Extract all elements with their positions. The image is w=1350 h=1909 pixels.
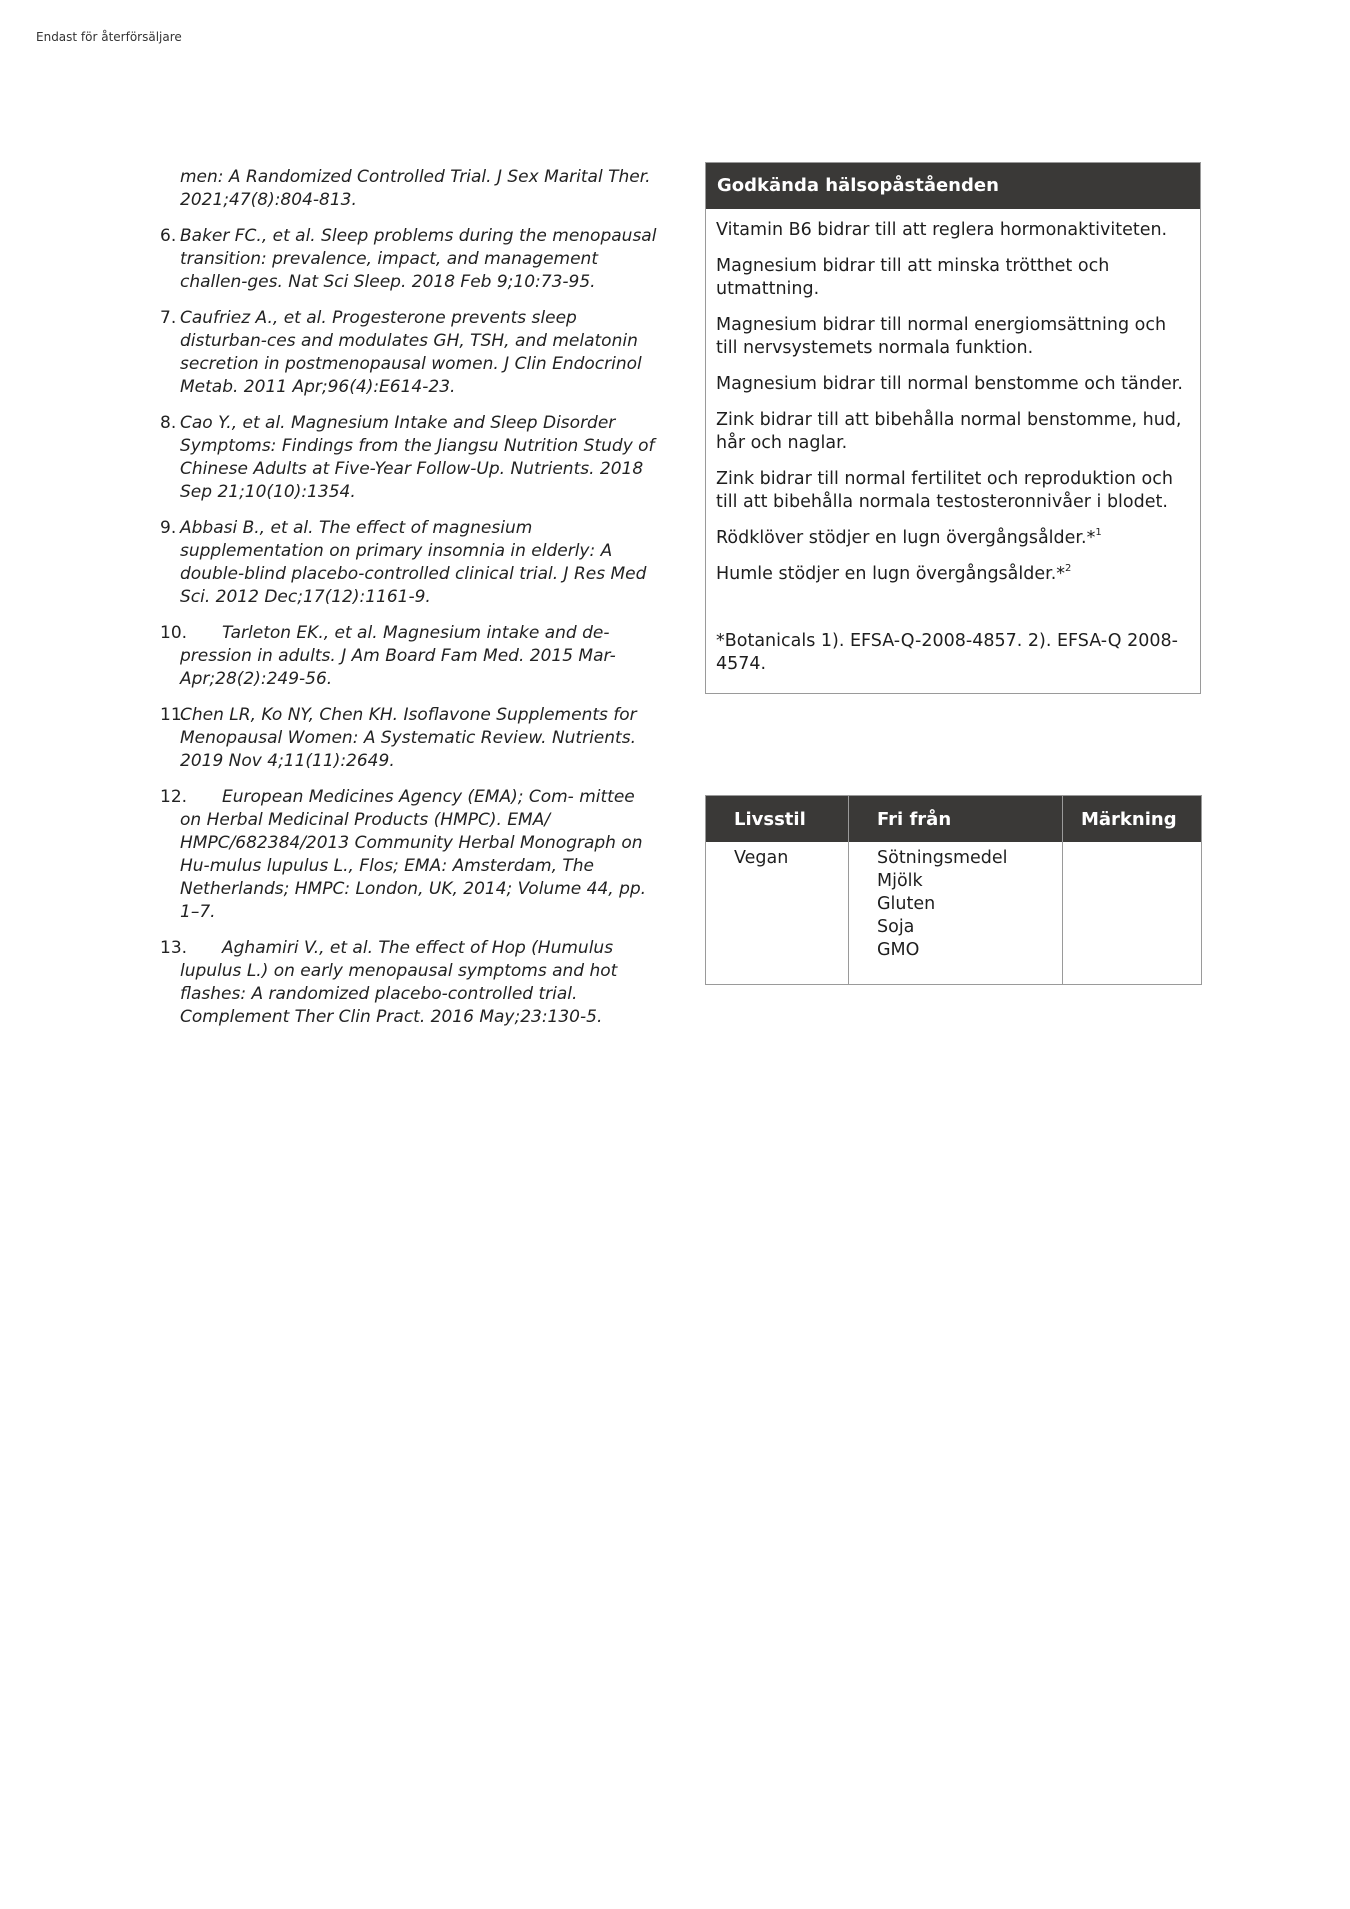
reference-item <box>160 517 660 609</box>
reference-item <box>160 412 660 504</box>
reference-item <box>160 704 660 773</box>
lifestyle-cell: Vegan <box>706 842 849 985</box>
reference-text: mittee on Herbal Medicinal Products (HMPC). EMA/ HMPC/682384/2013 Community Herbal Monograph on Hu-mulus lupulus L., Flos; EMA: Amsterdam, The Netherlands; HMPC: London, UK, 2014; Volume 44, pp. 1–7. <box>180 787 647 922</box>
reference-item <box>160 307 660 399</box>
reference-text: pression in adults. J Am Board Fam Med. 2015 Mar-Apr;28(2):249-56. <box>180 646 616 689</box>
reference-number: 9. <box>160 518 177 538</box>
reference-item <box>160 225 660 294</box>
free-from-item: Sötningsmedel <box>877 848 1008 868</box>
reference-text: Chen LR, Ko NY, Chen KH. Isoflavone Supplements for Menopausal Women: A Systematic Review. Nutrients. 2019 Nov 4;11(11):2649. <box>180 705 637 771</box>
reference-text: Baker FC., et al. Sleep problems during the menopausal transition: prevalence, impact, and management challen-ges. Nat Sci Sleep. 2018 Feb 9;10:73-95. <box>180 226 657 292</box>
table-row <box>706 842 1202 985</box>
health-claim: Humle stödjer en lugn övergångsålder.*$^2$ <box>716 563 1072 584</box>
reference-number: 13. <box>160 938 188 958</box>
reference-text: Cao Y., et al. Magnesium Intake and Sleep Disorder Symptoms: Findings from the Jiangsu Nutrition Study of Chinese Adults at Five-Year Follow-Up. Nutrients. 2018 Sep 21;10(10):1354. <box>180 413 655 502</box>
health-claims-title: Godkända hälsopåståenden <box>706 163 1200 209</box>
free-from-cell <box>849 842 1063 985</box>
claims-footnote: *Botanicals 1). EFSA-Q-2008-4857. 2). EFSA-Q 2008-4574. <box>716 631 1178 674</box>
reference-item <box>160 786 660 924</box>
health-claim: Magnesium bidrar till normal benstomme och tänder. <box>716 374 1183 394</box>
free-from-item: Gluten <box>877 894 936 914</box>
health-claim: Zink bidrar till normal fertilitet och reproduktion och till att bibehålla normala testosteronnivåer i blodet. <box>716 469 1173 512</box>
reference-number: 12. <box>160 787 188 807</box>
reference-item <box>160 937 660 1029</box>
marking-cell <box>1063 842 1202 985</box>
health-claims-box <box>705 162 1201 694</box>
health-claim: Magnesium bidrar till normal energiomsättning och till nervsystemets normala funktion. <box>716 315 1167 358</box>
reference-text: men: A Randomized Controlled Trial. J Sex Marital Ther. 2021;47(8):804-813. <box>180 167 651 210</box>
reference-lead: European Medicines Agency (EMA); Com- <box>222 787 574 807</box>
health-claim: Magnesium bidrar till att minska trötthet och utmattning. <box>716 256 1110 299</box>
reference-text: lupulus L.) on early menopausal symptoms and hot flashes: A randomized placebo-controlled trial. Complement Ther Clin Pract. 2016 May;23:130-5. <box>180 961 618 1027</box>
reference-item <box>160 166 660 212</box>
health-claims-list <box>706 209 1200 676</box>
free-from-item: Mjölk <box>877 871 923 891</box>
reference-list <box>160 166 660 1042</box>
free-from-item: Soja <box>877 917 915 937</box>
reference-lead: Tarleton EK., et al. Magnesium intake and de- <box>222 623 610 643</box>
health-claim: Vitamin B6 bidrar till att reglera hormonaktiviteten. <box>716 220 1168 240</box>
reference-number: 7. <box>160 308 177 328</box>
table-header-row <box>706 796 1202 843</box>
reference-number: 10. <box>160 623 188 643</box>
column-header-free-from: Fri från <box>849 796 1063 843</box>
reference-text: Caufriez A., et al. Progesterone prevents sleep disturban-ces and modulates GH, TSH, and melatonin secretion in postmenopausal women. J Clin Endocrinol Metab. 2011 Apr;96(4):E614-23. <box>180 308 642 397</box>
footnote-marker: 2 <box>1065 563 1072 574</box>
free-from-item: GMO <box>877 940 920 960</box>
column-header-marking: Märkning <box>1063 796 1202 843</box>
health-claim: Rödklöver stödjer en lugn övergångsålder.*$^1$ <box>716 527 1102 548</box>
column-header-lifestyle: Livsstil <box>706 796 849 843</box>
reference-number: 8. <box>160 413 177 433</box>
lifestyle-table <box>705 795 1202 985</box>
reference-text: Abbasi B., et al. The effect of magnesium supplementation on primary insomnia in elderly: A double-blind placebo-controlled clinical trial. J Res Med Sci. 2012 Dec;17(12):1161-9. <box>180 518 647 607</box>
reference-item <box>160 622 660 691</box>
reference-lead: Aghamiri V., et al. The effect of Hop (Humulus <box>222 938 614 958</box>
health-claim: Zink bidrar till att bibehålla normal benstomme, hud, hår och naglar. <box>716 410 1182 453</box>
reference-number: 11. <box>160 705 188 725</box>
header-note: Endast för återförsäljare <box>36 30 182 44</box>
reference-number: 6. <box>160 226 177 246</box>
footnote-marker: 1 <box>1095 527 1102 538</box>
